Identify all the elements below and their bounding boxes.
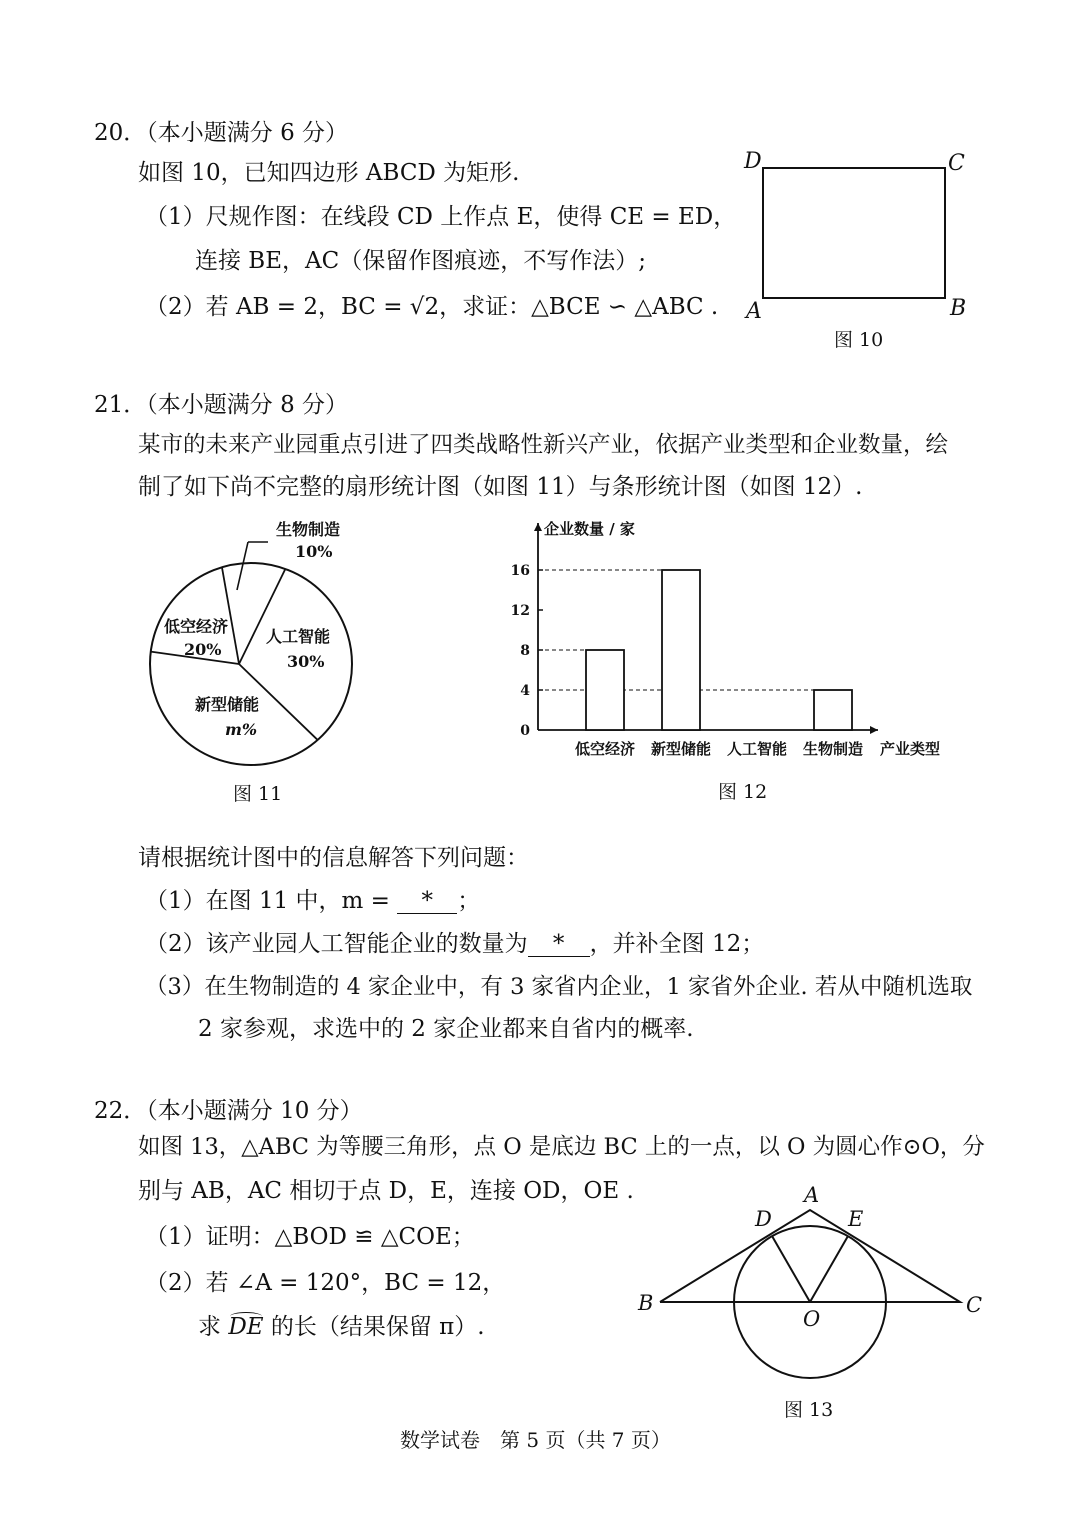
arc-de: [228, 1314, 263, 1340]
q22-stem-line1: 如图 13，△ABC 为等腰三角形，点 O 是底边 BC 上的一点，以 O 为圆心作⊙O，分: [138, 1134, 985, 1160]
figure-13-caption: 图 13: [784, 1399, 834, 1421]
q21-prompt: 请根据统计图中的信息解答下列问题：: [138, 845, 529, 871]
bar: [814, 690, 852, 730]
pie-label-bio: 生物制造: [276, 520, 341, 539]
figure-10-caption: 图 10: [834, 329, 884, 351]
figure-11-caption: 图 11: [233, 783, 283, 805]
y-tick-label: 12: [510, 603, 530, 619]
bar: [586, 650, 624, 730]
q21-part3-line1: （3）在生物制造的 4 家企业中，有 3 家省内企业，1 家省外企业. 若从中随机选取: [145, 974, 973, 1000]
q22-part2-line2: [198, 1312, 485, 1342]
label-b: B: [950, 296, 967, 321]
pie-label-storage: 新型储能: [195, 695, 260, 714]
label-c: C: [966, 1293, 983, 1317]
label-a: A: [804, 1183, 820, 1207]
pie-slice-boundary: [239, 569, 285, 664]
segment-od: [772, 1236, 810, 1302]
q21-part1: [145, 886, 480, 916]
pie-value-ai: 30%: [287, 652, 325, 671]
label-d: D: [744, 149, 762, 174]
q20-header: 20．（本小题满分 6 分）: [94, 120, 349, 146]
x-category-label: 人工智能: [726, 740, 788, 758]
y-tick-label: 8: [520, 643, 530, 659]
figure-13-circle-triangle: [620, 1172, 1000, 1432]
y-tick-label: 16: [510, 563, 530, 579]
pie-value-bio: 10%: [295, 542, 333, 561]
rectangle-abcd: [763, 168, 945, 298]
arc-de-label: DE: [228, 1314, 264, 1340]
pie-callout-line: [237, 542, 248, 590]
q21-part2-end: ，并补全图 12；: [589, 931, 765, 957]
segment-oe: [810, 1236, 848, 1302]
label-e: E: [848, 1207, 864, 1231]
pie-value-lowalt: 20%: [184, 640, 222, 659]
q22-part2-line1: （2）若 ∠A = 120°，BC = 12，: [145, 1270, 506, 1296]
label-b: B: [638, 1291, 654, 1315]
figure-12-caption: 图 12: [718, 781, 768, 803]
q21-stem-line2: 制了如下尚不完整的扇形统计图（如图 11）与条形统计图（如图 12）.: [138, 474, 863, 500]
x-axis-arrow: [870, 726, 878, 734]
q21-part2-blank: *: [528, 932, 590, 957]
pie-slice-boundary: [222, 567, 239, 664]
q21-part1-text: （1）在图 11 中，m =: [145, 888, 398, 914]
q20-part1-line1: （1）尺规作图：在线段 CD 上作点 E，使得 CE = ED，: [145, 204, 737, 230]
y-tick-label: 4: [520, 683, 530, 699]
label-a: A: [746, 299, 762, 324]
q22-part1: （1）证明：△BOD ≌ △COE；: [145, 1224, 475, 1250]
y-axis-arrow: [534, 523, 542, 531]
q20-part2: （2）若 AB = 2，BC = √2，求证：△BCE ∽ △ABC .: [145, 294, 719, 320]
pie-value-storage: m%: [225, 720, 258, 739]
q22-stem-line2: 别与 AB，AC 相切于点 D，E，连接 OD，OE .: [138, 1178, 634, 1204]
q21-header: 21．（本小题满分 8 分）: [94, 392, 349, 418]
triangle-abc: [660, 1210, 960, 1302]
q20-stem: 如图 10，已知四边形 ABCD 为矩形.: [138, 160, 520, 186]
q21-part2: [145, 929, 764, 959]
bar-ylabel: 企业数量 / 家: [544, 520, 635, 538]
label-d: D: [755, 1207, 772, 1231]
q22-part2-post: 的长（结果保留 π）.: [263, 1314, 485, 1340]
x-category-label: 新型储能: [650, 740, 712, 758]
pie-label-ai: 人工智能: [266, 627, 331, 646]
bar: [662, 570, 700, 730]
q20-part1-line2: 连接 BE，AC（保留作图痕迹，不写作法）;: [195, 248, 646, 274]
q22-header: 22．（本小题满分 10 分）: [94, 1098, 363, 1124]
q21-part3-line2: 2 家参观，求选中的 2 家企业都来自省内的概率.: [198, 1016, 694, 1042]
figure-11-pie-chart: [140, 512, 370, 812]
label-o: O: [803, 1307, 821, 1331]
q22-part2-pre: 求: [198, 1314, 229, 1340]
q21-part2-text: （2）该产业园人工智能企业的数量为: [145, 931, 528, 957]
figure-10-rectangle: [730, 140, 990, 360]
x-category-label: 低空经济: [574, 740, 636, 758]
page-footer: 数学试卷 第 5 页（共 7 页）: [400, 1428, 671, 1452]
arc-symbol: [230, 1312, 261, 1321]
pie-label-lowalt: 低空经济: [164, 617, 229, 636]
q21-stem-line1: 某市的未来产业园重点引进了四类战略性新兴产业，依据产业类型和企业数量，绘: [138, 432, 949, 458]
bar-xlabel: 产业类型: [880, 740, 941, 758]
y-tick-label: 0: [520, 723, 530, 739]
x-category-label: 生物制造: [802, 740, 864, 758]
label-c: C: [948, 151, 965, 176]
q21-part1-end: ；: [457, 888, 481, 914]
q21-part1-blank: *: [397, 889, 457, 914]
figure-12-bar-chart: [500, 508, 970, 808]
